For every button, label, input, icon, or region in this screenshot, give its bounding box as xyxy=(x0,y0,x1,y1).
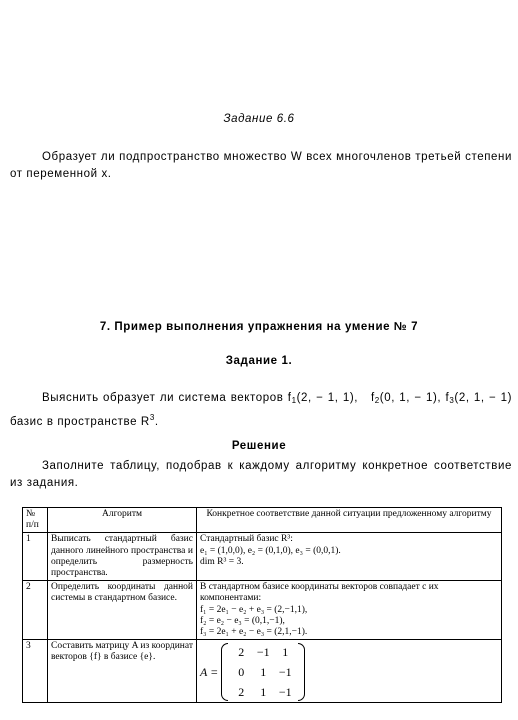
row-num: 2 xyxy=(23,581,48,640)
row-alg: Составить матрицу A из координат векторов {f} в базисе {e}. xyxy=(48,640,197,703)
end-period: . xyxy=(154,415,159,428)
row-alg: Выписать стандартный базис данного линейного пространства и определить размерность пространства. xyxy=(48,533,197,581)
task-6-6-text: Образует ли подпространство множество W всех многочленов третьей степени от переменной x. xyxy=(10,151,512,180)
table-row xyxy=(23,581,502,640)
row-concrete xyxy=(197,640,502,703)
task-1-text xyxy=(10,390,512,431)
header-alg: Алгоритм xyxy=(48,508,197,533)
row-line: f₁ = 2e₁ − e₂ + e₃ = (2,−1,1), xyxy=(200,604,308,615)
row-line: В стандартном базисе координаты векторов совпадает с их компонентами: xyxy=(200,582,439,604)
matrix-cell: 2 xyxy=(238,685,245,700)
f3-label: f xyxy=(445,392,450,404)
row-line: f₃ = 2e₁ + e₂ − e₃ = (2,1,−1). xyxy=(200,627,308,638)
matrix-cell: −1 xyxy=(278,665,292,680)
row-num: 3 xyxy=(23,640,48,703)
row-line: dim R³ = 3. xyxy=(200,556,244,567)
header-num: № п/п xyxy=(23,508,48,533)
left-bracket xyxy=(221,643,228,701)
f2-coords: (0, 1, − 1), xyxy=(379,392,442,404)
task-1-text-a: Выяснить образует ли система векторов f xyxy=(42,392,292,404)
row-line: f₂ = e₂ − e₃ = (0,1,−1), xyxy=(200,615,285,626)
row-alg: Определить координаты данной системы в стандартном базисе. xyxy=(48,581,197,640)
matrix-cell: −1 xyxy=(256,645,270,660)
row-num: 1 xyxy=(23,533,48,581)
section-7-heading: 7. Пример выполнения упражнения на умение № 7 xyxy=(99,321,419,333)
f2-label: f xyxy=(370,392,375,404)
matrix-cell: 2 xyxy=(238,645,245,660)
matrix-cell: 1 xyxy=(282,645,289,660)
matrix-a xyxy=(200,641,498,701)
algorithm-table xyxy=(22,507,502,703)
table-header-row xyxy=(23,508,502,533)
f1-coords: (2, − 1, 1), xyxy=(296,392,359,404)
matrix-body xyxy=(221,643,305,701)
matrix-lhs: A = xyxy=(200,664,219,679)
header-concrete: Конкретное соответствие данной ситуации предложенному алгоритму xyxy=(197,508,502,533)
table-row xyxy=(23,640,502,703)
sup-3: 3 xyxy=(149,413,155,422)
sub-1: 1 xyxy=(291,396,297,405)
sub-2: 2 xyxy=(374,396,380,405)
solution-text: Заполните таблицу, подобрав к каждому алгоритму конкретное соответствие из задания. xyxy=(10,460,512,489)
matrix-cell: 1 xyxy=(260,685,267,700)
matrix-cell: −1 xyxy=(278,685,292,700)
solution-title: Решение xyxy=(231,440,287,452)
right-bracket xyxy=(298,643,305,701)
matrix-cell: 0 xyxy=(238,665,245,680)
task-6-6-title: Задание 6.6 xyxy=(223,113,295,125)
table-row xyxy=(23,533,502,581)
row-line: Стандартный базис R³: xyxy=(200,534,293,545)
matrix-cell: 1 xyxy=(260,665,267,680)
f3-coords: (2, 1, − 1) базис в пространстве R xyxy=(10,392,513,428)
row-line: e₁ = (1,0,0), e₂ = (0,1,0), e₃ = (0,0,1). xyxy=(200,545,341,556)
matrix-grid xyxy=(228,643,298,701)
row-concrete xyxy=(197,533,502,581)
row-concrete xyxy=(197,581,502,640)
task-1-title: Задание 1. xyxy=(225,355,293,367)
sub-3: 3 xyxy=(449,396,455,405)
